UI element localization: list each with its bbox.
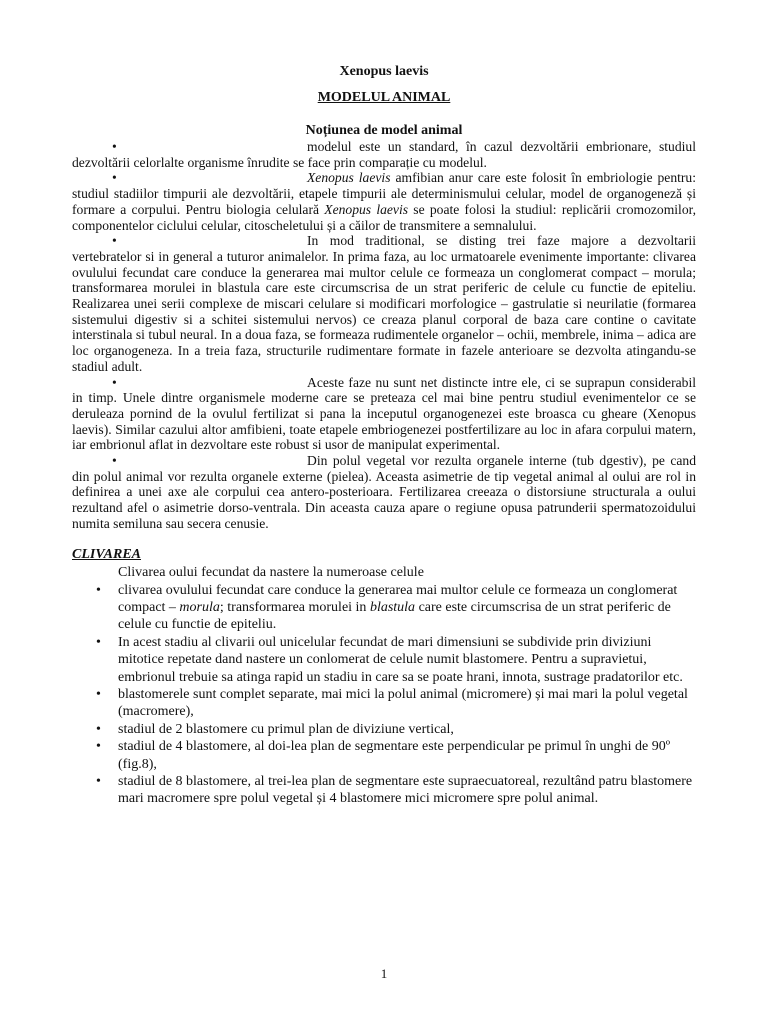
document-page xyxy=(72,64,696,808)
bullet-glyph: • xyxy=(112,374,117,390)
paragraph-phases-overlap: • Aceste faze nu sunt net distincte intre ele, ci se suprapun considerabil in timp. Unele dintre organismele moderne care se preteaza cel mai bine pentru studiul evenimentelor ce se deruleaza pornind de la ovulul fertilizat si pana la inceputul organogenezei este broasca cu gheare (Xenopus laevis). Similar cazului altor amfibieni, toate etapele embriogenezei postfertilizare au loc in afara corpului matern, iar embrionul aflat in dezvoltare este robust si usor de manipulat experimental. xyxy=(72,374,696,453)
bullet-glyph: • xyxy=(96,687,101,703)
list-item: • stadiul de 8 blastomere, al trei-lea plan de segmentare este supraecuatoreal, rezultând patru blastomere mari macromere spre polul vegetal și 4 blastomere mici micromere spre polul animal. xyxy=(96,774,693,807)
species-title: Xenopus laevis xyxy=(339,64,429,79)
paragraph-xenopus-usage: • Xenopus laevis amfibian anur care este folosit în embriologie pentru: studiul stadiilor timpurii ale dezvoltării, etapele timpurii ale determinismului celular, model de organogeneză și formare a corpului. Pentru biologia celulară Xenopus laevis se poate folosi la studiul: replicării cromozomilor, componentelor ciclului celular, citoscheletului și a căilor de transmitere a semnalului. xyxy=(72,170,696,233)
list-item: • stadiul de 4 blastomere, al doi-lea plan de segmentare este perpendicular pe primul în unghi de 90º (fig.8), xyxy=(96,739,671,772)
notion-heading: Noțiunea de model animal xyxy=(305,123,463,138)
list-item: • clivarea ovulului fecundat care conduce la generarea mai multor celule ce formeaza un conglomerat compact – morula; transformarea morulei in blastula care este circumscrisa de un strat periferic de celule cu functie de epiteliu. xyxy=(96,582,678,633)
bullet-glyph: • xyxy=(96,582,101,598)
bullet-glyph: • xyxy=(96,739,101,755)
paragraph-model-definition: • modelul este un standard, în cazul dezvoltării embrionare, studiul dezvoltării celorlalte organisme înrudite se face prin comparație cu modelul. xyxy=(72,139,696,170)
bullet-glyph: • xyxy=(112,453,117,469)
clivare-heading: CLIVAREA xyxy=(72,546,141,562)
bullet-glyph: • xyxy=(96,634,101,650)
list-item: • In acest stadiu al clivarii oul unicelular fecundat de mari dimensiuni se subdivide prin diviziuni mitotice repetate dand nastere un conlomerat de celule numit blastomere. Pentru a supravietui, embrionul trebuie sa atinga rapid un stadiu in care sa se poate hrani, innota, sustrage pradatorilor etc. xyxy=(96,634,683,685)
bullet-glyph: • xyxy=(112,233,117,249)
paragraph-poles: • Din polul vegetal vor rezulta organele interne (tub dgestiv), pe cand din polul animal vor rezulta organele externe (pielea). Aceasta asimetrie de tip vegetal animal al oului are rol in definirea a unei axe ale corpului cea antero-posterioara. Fertilizarea creeaza o distorsiune structurala a oului rezultand afel o asimetrie dorso-ventrala. Din aceasta cauza apare o regiune opusa patrunderii spermatozoidului numita semiluna sau secera cenusie. xyxy=(72,453,697,531)
bullet-glyph: • xyxy=(96,774,101,790)
bullet-glyph: • xyxy=(112,170,117,186)
model-title: MODELUL ANIMAL xyxy=(317,90,451,105)
list-item: • stadiul de 2 blastomere cu primul plan de diviziune vertical, xyxy=(96,721,454,737)
clivare-intro: Clivarea oului fecundat da nastere la numeroase celule xyxy=(118,564,424,580)
paragraph-development-phases: • In mod traditional, se disting trei faze majore a dezvoltarii vertebratelor si in general a tuturor animalelor. In prima faza, au loc urmatoarele evenimente importante: clivarea ovulului fecundat care conduce la generarea mai multor celule ce formeaza un conglomerat compact – morula; transformarea morulei in blastula care este circumscrisa de un strat periferic de celule cu functie de epiteliu. Realizarea unei serii complexe de miscari celulare si modificari morfologice – gastrulatie si neurilatie (formarea sistemului digestiv si a schitei sistemului nervos) ce creaza planul corporal de baza care contine o cavitate interstinala si tubul neural. In a doua faza, se formeaza rudimentele organelor – ochii, membrele, inima – adica are loc organogeneza. In a treia faza, structurile rudimentare formate in fazele anterioare se dezvolta atingandu-se stadiul adult. xyxy=(72,233,696,374)
bullet-glyph: • xyxy=(112,139,117,154)
page-number: 1 xyxy=(380,966,388,981)
bullet-glyph: • xyxy=(96,721,101,737)
list-item: • blastomerele sunt complet separate, mai mici la polul animal (micromere) și mai mari la polul vegetal (macromere), xyxy=(96,687,688,720)
clivare-list xyxy=(72,582,696,808)
